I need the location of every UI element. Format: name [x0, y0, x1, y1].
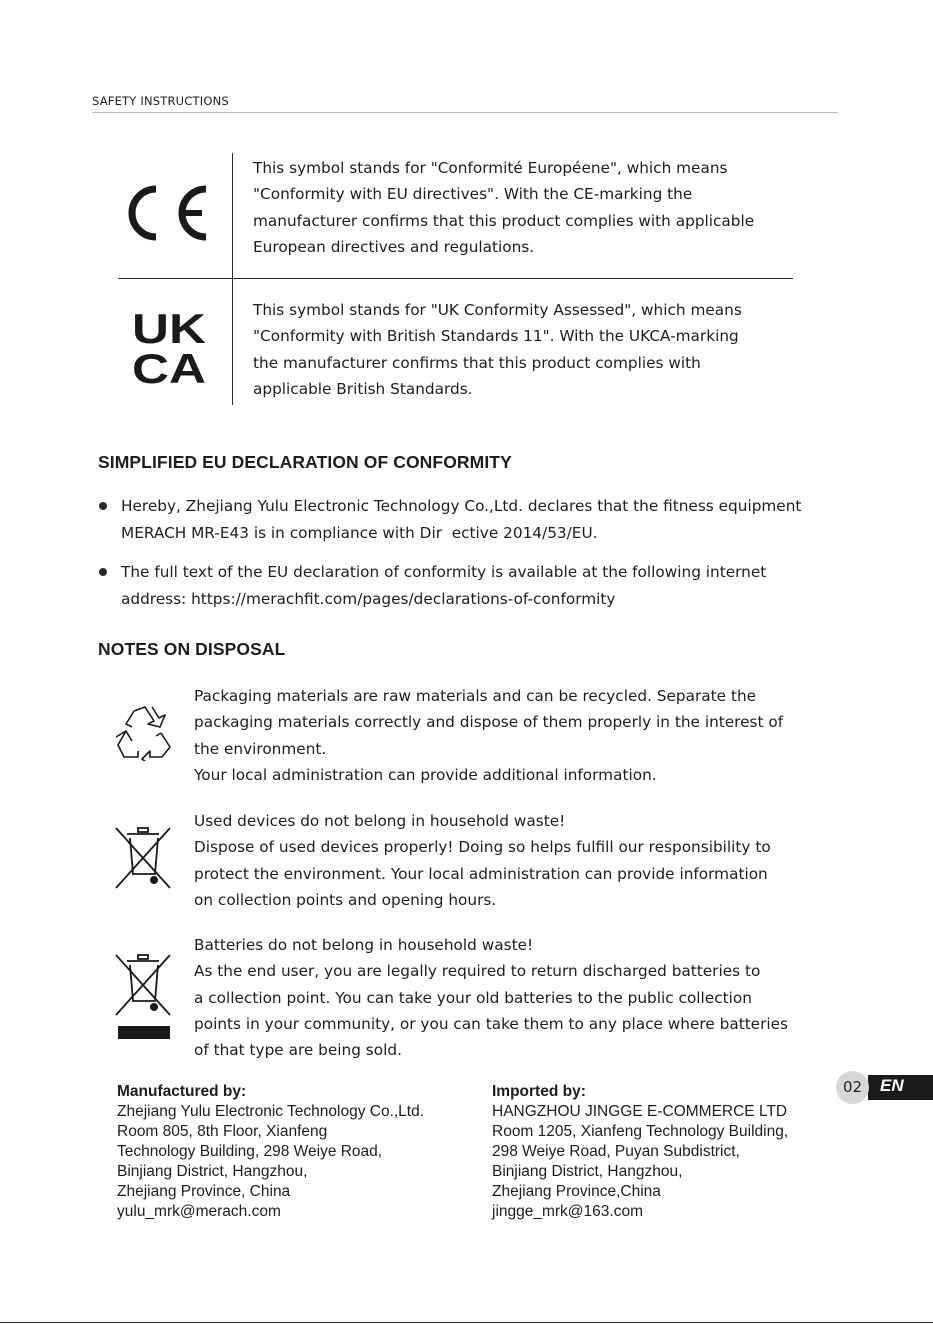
disposal-line: on collection points and opening hours. — [194, 890, 497, 909]
address-line: Room 1205, Xianfeng Technology Building, — [492, 1123, 789, 1140]
disposal-line: points in your community, or you can take them to any place where batteries — [194, 1014, 789, 1033]
ce-line: manufacturer confirms that this product complies with applicable — [253, 211, 755, 230]
bullet-line: The full text of the EU declaration of conformity is available at the following internet — [121, 563, 767, 581]
disposal-line: As the end user, you are legally required to return discharged batteries to — [194, 962, 761, 981]
ce-line: "Conformity with EU directives". With the CE-marking the — [253, 185, 693, 204]
importer-address — [492, 1082, 788, 1222]
manufacturer-address — [117, 1082, 424, 1222]
bottom-divider — [0, 1322, 933, 1323]
ce-description — [253, 155, 798, 260]
ce-line: European directives and regulations. — [253, 237, 535, 256]
ukca-mark-top: UK — [132, 311, 206, 352]
bullet-icon — [99, 502, 107, 510]
ukca-mark-icon — [132, 311, 208, 385]
disposal-line: packaging materials correctly and dispose of them properly in the interest of — [194, 713, 784, 732]
page-number: 02 — [842, 1078, 863, 1096]
disposal-line: protect the environment. Your local administration can provide information — [194, 864, 768, 883]
disposal-item-devices — [194, 808, 834, 913]
declaration-bullet — [121, 559, 841, 612]
address-line: 298 Weiye Road, Puyan Subdistrict, — [492, 1143, 740, 1160]
manufacturer-email: yulu_mrk@merach.com — [117, 1203, 281, 1220]
disposal-line: of that type are being sold. — [194, 1041, 402, 1060]
ce-mark-icon — [126, 183, 212, 243]
address-line: Binjiang District, Hangzhou, — [492, 1163, 683, 1180]
header-divider — [92, 112, 838, 113]
declaration-bullet — [121, 493, 841, 546]
ukca-line: "Conformity with British Standards 11". With the UKCA-marking — [253, 327, 739, 346]
manufacturer-heading: Manufactured by: — [117, 1083, 247, 1100]
ukca-line: the manufacturer confirms that this product complies with — [253, 353, 701, 372]
address-line: Room 805, 8th Floor, Xianfeng — [117, 1123, 328, 1140]
disposal-title: NOTES ON DISPOSAL — [98, 639, 286, 659]
bullet-line: Hereby, Zhejiang Yulu Electronic Technology Co.,Ltd. declares that the fitness equipment — [121, 497, 802, 515]
bullet-icon — [99, 568, 107, 576]
address-line: HANGZHOU JINGGE E-COMMERCE LTD — [492, 1103, 788, 1120]
bullet-line: MERACH MR-E43 is in compliance with Dir ective 2014/53/EU. — [121, 523, 598, 542]
ce-line: This symbol stands for "Conformité Européene", which means — [253, 159, 728, 177]
ukca-mark-bottom: CA — [132, 345, 206, 385]
disposal-line: the environment. — [194, 739, 327, 758]
language-label: EN — [880, 1076, 904, 1095]
section-header: SAFETY INSTRUCTIONS — [92, 94, 229, 108]
ukca-description — [253, 297, 798, 402]
symbol-table-divider-horizontal — [118, 278, 793, 279]
ukca-line: applicable British Standards. — [253, 379, 473, 398]
crossed-bin-icon — [113, 826, 173, 890]
address-line: Zhejiang Province,China — [492, 1183, 661, 1200]
disposal-item-batteries — [194, 932, 834, 1063]
declaration-title: SIMPLIFIED EU DECLARATION OF CONFORMITY — [98, 452, 512, 472]
disposal-line: Your local administration can provide additional information. — [194, 765, 657, 784]
disposal-line: Packaging materials are raw materials and can be recycled. Separate the — [194, 687, 757, 705]
address-line: Zhejiang Yulu Electronic Technology Co.,Ltd. — [117, 1103, 425, 1120]
disposal-item-packaging — [194, 683, 834, 788]
symbol-table-divider-vertical — [232, 153, 233, 405]
address-line: Technology Building, 298 Weiye Road, — [117, 1143, 383, 1160]
importer-heading: Imported by: — [492, 1083, 586, 1100]
disposal-line: Used devices do not belong in household waste! — [194, 812, 566, 830]
recycle-icon — [112, 703, 174, 761]
address-line: Binjiang District, Hangzhou, — [117, 1163, 308, 1180]
importer-email: jingge_mrk@163.com — [492, 1203, 643, 1220]
bullet-line: address: https://merachfit.com/pages/declarations-of-conformity — [121, 589, 616, 608]
crossed-bin-battery-icon — [113, 953, 173, 1041]
ukca-line: This symbol stands for "UK Conformity Assessed", which means — [253, 301, 742, 319]
address-line: Zhejiang Province, China — [117, 1183, 291, 1200]
disposal-line: a collection point. You can take your old batteries to the public collection — [194, 988, 752, 1007]
disposal-line: Batteries do not belong in household waste! — [194, 936, 534, 954]
disposal-line: Dispose of used devices properly! Doing so helps fulfill our responsibility to — [194, 838, 771, 857]
